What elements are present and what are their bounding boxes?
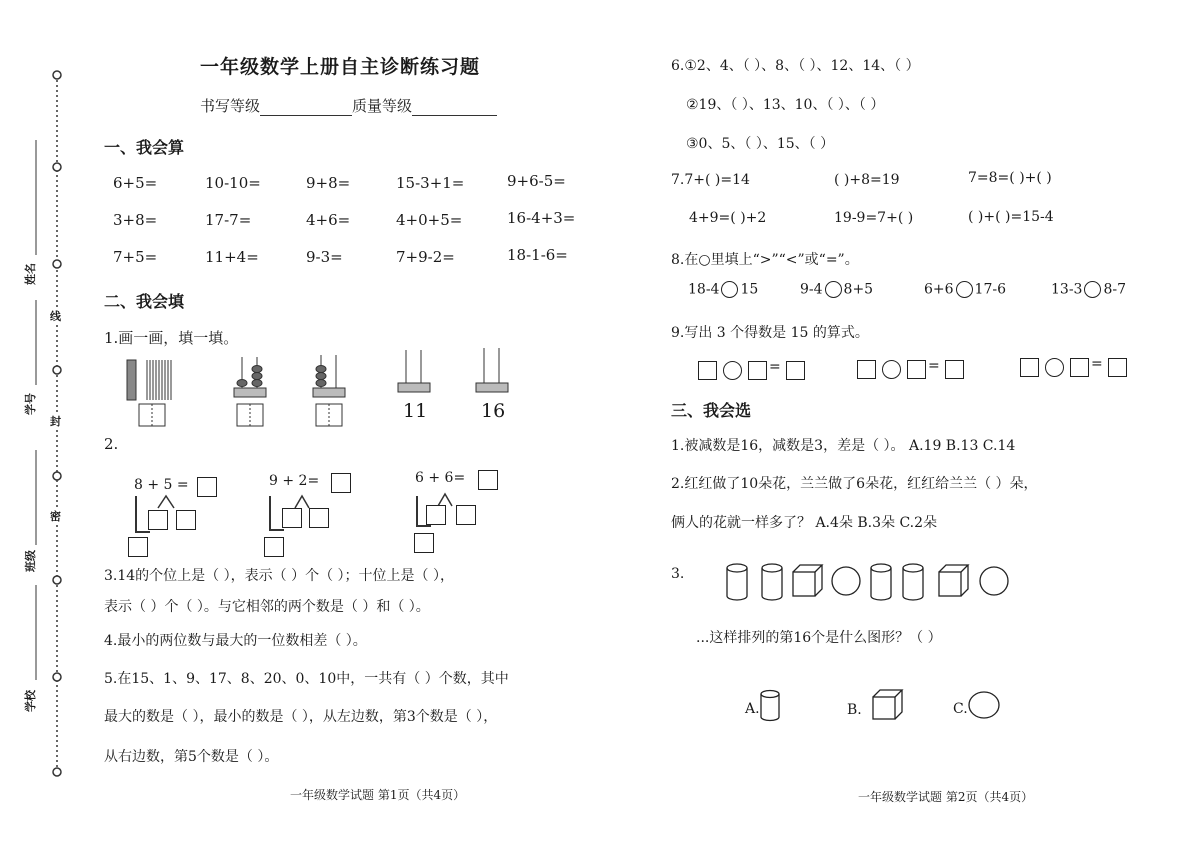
- operator-circle[interactable]: [882, 360, 901, 379]
- operator-circle[interactable]: [1045, 358, 1064, 377]
- question-5-line-3: 从右边数，第5个数是（ ）。: [104, 749, 279, 765]
- cylinder-option-icon: [758, 688, 786, 724]
- calc-item: 7+5=: [113, 248, 158, 266]
- answer-box[interactable]: [1020, 358, 1039, 377]
- calc-item: 9-3=: [306, 248, 343, 266]
- compare-right: 8+5: [843, 281, 874, 298]
- calc-item: 9+8=: [306, 174, 351, 192]
- answer-box[interactable]: [128, 537, 148, 557]
- option-b-label[interactable]: B.: [847, 702, 862, 718]
- compare-left: 6+6: [924, 281, 954, 298]
- answer-box[interactable]: [1108, 358, 1127, 377]
- cylinder-shape: [871, 564, 891, 600]
- option-a-label[interactable]: A.: [745, 701, 760, 717]
- answer-box[interactable]: [786, 361, 805, 380]
- compare-item: [924, 281, 1006, 298]
- question-7-item: 7=8=( )+( ): [968, 170, 1052, 186]
- question-2: 2.: [104, 435, 119, 453]
- quality-grade-blank[interactable]: [412, 97, 497, 116]
- label-class: 班级: [24, 550, 37, 572]
- abacus-figure: [234, 357, 266, 426]
- make-ten-expr: 6 + 6=: [415, 470, 466, 486]
- question-7-item: 4+9=( )+2: [689, 210, 767, 226]
- question-7-item: ( )+8=19: [834, 172, 900, 188]
- writing-grade: [200, 95, 497, 116]
- answer-box[interactable]: [309, 508, 329, 528]
- make-ten-expr: 9 + 2=: [269, 473, 320, 489]
- cut-mark-secret: 密: [50, 510, 61, 523]
- section-calculate: 一、我会算: [104, 138, 185, 157]
- section-fill: 二、我会填: [104, 292, 185, 311]
- calc-item: 16-4+3=: [507, 209, 576, 227]
- calc-item: 3+8=: [113, 211, 158, 229]
- equals-sign: =: [769, 359, 781, 375]
- question-7-item: 19-9=7+( ): [834, 210, 914, 226]
- calc-item: 7+9-2=: [396, 248, 455, 266]
- compare-left: 18-4: [688, 281, 720, 298]
- question-8: 8.在○里填上“>”“<”或“=”。: [671, 252, 859, 268]
- page-footer: 一年级数学试题 第1页（共4页）: [290, 788, 466, 802]
- cube-option-icon: [870, 688, 906, 722]
- cylinder-shape: [903, 564, 923, 600]
- calc-item: 9+6-5=: [507, 172, 566, 190]
- compare-item: [688, 281, 758, 298]
- label-school: 学校: [24, 690, 37, 712]
- answer-box[interactable]: [264, 537, 284, 557]
- answer-box[interactable]: [907, 360, 926, 379]
- answer-box[interactable]: [478, 470, 498, 490]
- answer-box[interactable]: [748, 361, 767, 380]
- question-7-item: ( )+( )=15-4: [968, 209, 1054, 225]
- question-9: 9.写出 3 个得数是 15 的算式。: [671, 325, 869, 341]
- compare-circle[interactable]: [721, 281, 738, 298]
- make-ten-expr: 8 + 5 =: [134, 477, 189, 493]
- question-7-item: 7.7+( )=14: [671, 172, 750, 188]
- equals-sign: =: [928, 358, 940, 374]
- page-footer: 一年级数学试题 第2页（共4页）: [858, 790, 1034, 804]
- choice-3-question: ...这样排列的第16个是什么图形？（ ）: [696, 630, 942, 646]
- answer-box[interactable]: [148, 510, 168, 530]
- calc-item: 10-10=: [205, 174, 261, 192]
- cut-mark-line: 线: [50, 310, 61, 323]
- compare-circle[interactable]: [956, 281, 973, 298]
- writing-grade-blank[interactable]: [260, 97, 352, 116]
- question-6-1: 6.①2、4、（ ）、8、（ ）、12、14、（ ）: [671, 58, 920, 74]
- answer-box[interactable]: [857, 360, 876, 379]
- compare-item: [1051, 281, 1126, 298]
- compare-right: 15: [740, 281, 759, 298]
- quality-grade-label: 质量等级: [352, 97, 413, 115]
- choice-1: 1.被减数是16，减数是3，差是（ ）。 A.19 B.13 C.14: [671, 438, 1016, 454]
- question-3-line-1: 3.14的个位上是（ ），表示（ ）个（ ）；十位上是（ ），: [104, 568, 454, 584]
- question-3-line-2: 表示（ ）个（ ）。与它相邻的两个数是（ ）和（ ）。: [104, 599, 430, 615]
- question-4: 4.最小的两位数与最大的一位数相差（ ）。: [104, 633, 367, 649]
- number-11: 11: [403, 400, 428, 422]
- calc-item: 15-3+1=: [396, 174, 465, 192]
- calc-item: 4+6=: [306, 211, 351, 229]
- writing-grade-label: 书写等级: [200, 97, 261, 115]
- counting-figures: [120, 345, 520, 430]
- answer-box[interactable]: [1070, 358, 1089, 377]
- answer-box[interactable]: [282, 508, 302, 528]
- compare-right: 8-7: [1103, 281, 1126, 298]
- cube-shape: [939, 565, 968, 596]
- question-5-line-1: 5.在15、1、9、17、8、20、0、10中，一共有（ ）个数，其中: [104, 671, 509, 687]
- question-5-line-2: 最大的数是（ ），最小的数是（ ），从左边数，第3个数是（ ），: [104, 709, 498, 725]
- compare-circle[interactable]: [825, 281, 842, 298]
- choice-2-line-2: 俩人的花就一样多了？ A.4朵 B.3朵 C.2朵: [671, 515, 938, 531]
- calc-item: 17-7=: [205, 211, 252, 229]
- cylinder-shape: [762, 564, 782, 600]
- question-6-3: ③0、5、（ ）、15、（ ）: [686, 136, 835, 152]
- choice-2-line-1: 2.红红做了10朵花，兰兰做了6朵花，红红给兰兰（ ）朵，: [671, 476, 1038, 492]
- answer-box[interactable]: [414, 533, 434, 553]
- question-6-2: ②19、（ ）、13、10、（ ）、（ ）: [686, 97, 885, 113]
- cylinder-shape: [727, 564, 747, 600]
- binding-line: [0, 0, 80, 842]
- abacus-empty: [476, 348, 508, 392]
- cut-mark-seal: 封: [50, 415, 61, 428]
- answer-box[interactable]: [698, 361, 717, 380]
- label-name: 姓名: [24, 263, 37, 285]
- abacus-figure: [313, 355, 345, 426]
- question-1: 1.画一画，填一填。: [104, 329, 239, 347]
- sphere-shape: [980, 567, 1008, 595]
- answer-box[interactable]: [945, 360, 964, 379]
- shape-sequence: [720, 560, 1020, 606]
- calc-item: 18-1-6=: [507, 246, 568, 264]
- page-title: 一年级数学上册自主诊断练习题: [200, 56, 481, 78]
- bundle-sticks-figure: [127, 360, 171, 426]
- compare-circle[interactable]: [1084, 281, 1101, 298]
- compare-left: 13-3: [1051, 281, 1083, 298]
- operator-circle[interactable]: [723, 361, 742, 380]
- sphere-option-icon: [966, 690, 1002, 722]
- calc-item: 6+5=: [113, 174, 158, 192]
- equals-sign: =: [1091, 356, 1103, 372]
- compare-right: 17-6: [974, 281, 1006, 298]
- choice-3: 3.: [671, 566, 685, 582]
- calc-item: 11+4=: [205, 248, 259, 266]
- option-c-label[interactable]: C.: [953, 701, 968, 717]
- answer-box[interactable]: [176, 510, 196, 530]
- compare-left: 9-4: [800, 281, 823, 298]
- sphere-shape: [832, 567, 860, 595]
- answer-box[interactable]: [426, 505, 446, 525]
- answer-box[interactable]: [456, 505, 476, 525]
- label-student-id: 学号: [24, 393, 37, 415]
- calc-item: 4+0+5=: [396, 211, 463, 229]
- abacus-empty: [398, 350, 430, 392]
- cube-shape: [793, 565, 822, 596]
- number-16: 16: [481, 400, 506, 422]
- section-choose: 三、我会选: [671, 401, 752, 420]
- compare-item: [800, 281, 873, 298]
